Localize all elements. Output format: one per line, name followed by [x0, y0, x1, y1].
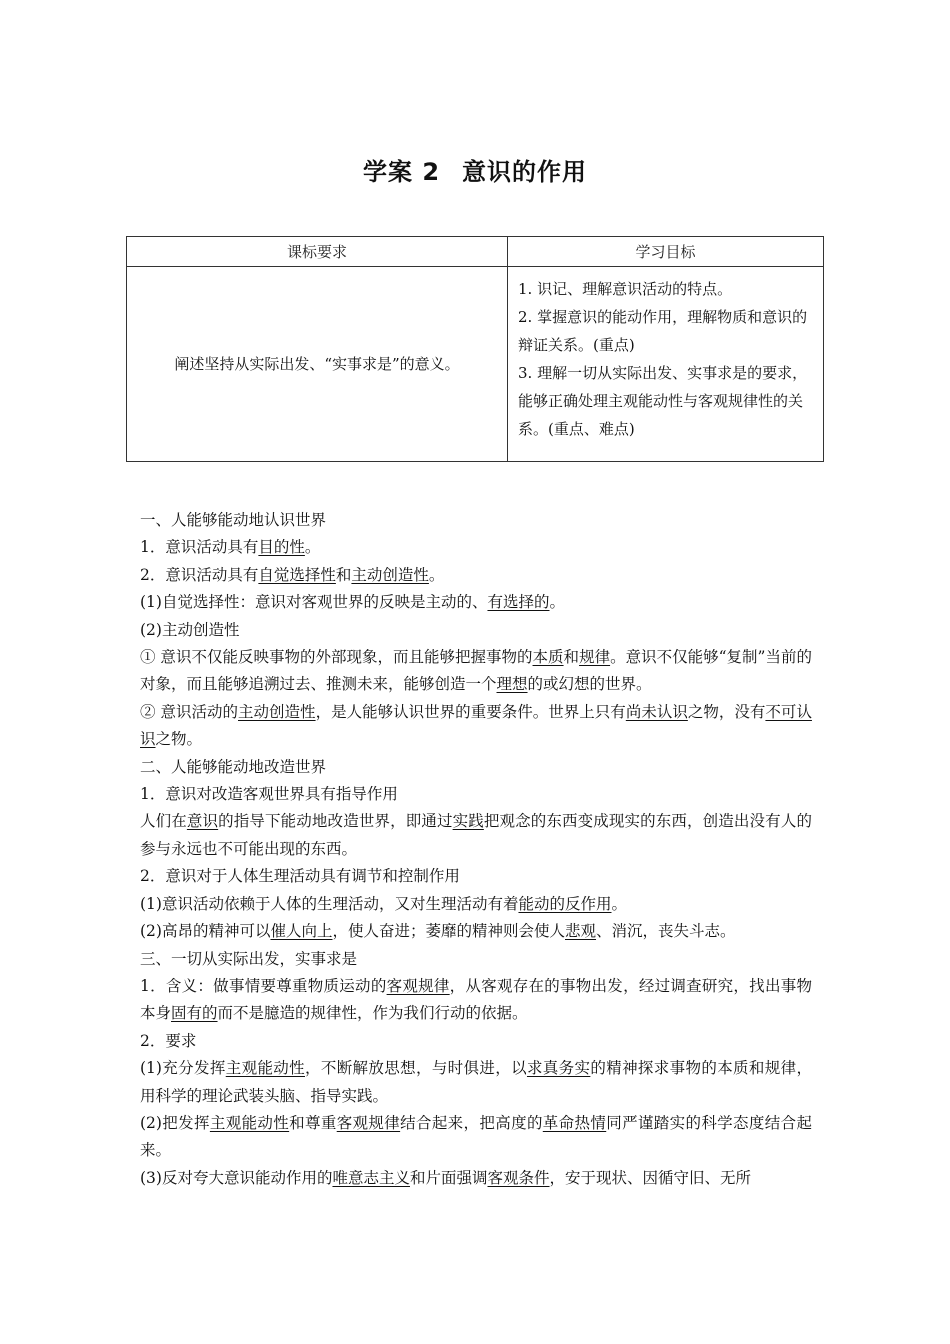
text-segment: 之物。	[155, 730, 203, 749]
text-segment: (3)反对夸大意识能动作用的	[140, 1168, 333, 1187]
content-line	[140, 973, 812, 1028]
underlined-answer: 主动创造性	[238, 702, 316, 721]
goal-item: 1. 识记、理解意识活动的特点。	[518, 280, 733, 298]
content-line	[140, 918, 812, 945]
content-line	[140, 1165, 812, 1192]
underlined-answer: 主观能动性	[225, 1059, 305, 1078]
text-segment: 、消沉，丧失斗志。	[596, 922, 736, 941]
text-segment: 2．要求	[140, 1031, 197, 1050]
content-line	[140, 699, 812, 754]
content-line	[140, 617, 812, 644]
text-segment: 二、人能够能动地改造世界	[140, 757, 327, 776]
underlined-answer: 实践	[452, 812, 484, 831]
goal-item: 2. 掌握意识的能动作用，理解物质和意识的辩证关系。(重点)	[518, 308, 808, 354]
requirements-table	[126, 236, 824, 462]
text-segment: ① 意识不仅能反映事物的外部现象，而且能够把握事物的	[140, 648, 533, 667]
underlined-answer: 革命热情	[542, 1113, 607, 1132]
text-segment: 2．意识活动具有	[140, 565, 259, 584]
text-segment: 和	[563, 648, 580, 667]
text-segment: 。	[549, 593, 565, 612]
text-segment: (2)主动创造性	[140, 620, 240, 639]
text-segment: 同严谨踏实的科学态度结合起来。	[140, 1113, 812, 1160]
content-line	[140, 863, 812, 890]
underlined-answer: 规律	[579, 648, 611, 667]
table-header-standard: 课标要求	[127, 237, 508, 267]
text-segment: 人们在	[140, 812, 187, 831]
text-segment: (1)意识活动依赖于人体的生理活动，又对生理活动有着	[140, 894, 519, 913]
text-segment: (2)把发挥	[140, 1113, 210, 1132]
content-line	[140, 891, 812, 918]
text-segment: 。意识不仅能够“复制”当前的对象，而且能够追溯过去、推测未来，能够创造一个	[140, 648, 812, 694]
text-segment: 。	[611, 894, 627, 913]
text-segment: 之物，没有	[687, 702, 766, 721]
content-line	[140, 507, 812, 534]
underlined-answer: 尚未认识	[625, 702, 688, 721]
underlined-answer: 主观能动性	[209, 1113, 290, 1132]
study-content	[140, 507, 812, 1192]
text-segment: 。	[304, 538, 321, 557]
content-line	[140, 754, 812, 781]
text-segment: 把观念的东西变成现实的东西，创造出没有人的参与永远也不可能出现的东西。	[140, 812, 812, 858]
underlined-answer: 能动的反作用	[518, 894, 612, 913]
goal-item: 3. 理解一切从实际出发、实事求是的要求，能够正确处理主观能动性与客观规律性的关系。(重点、难点)	[518, 364, 808, 438]
content-line	[140, 589, 812, 616]
content-line	[140, 1055, 812, 1110]
content-line	[140, 644, 812, 699]
underlined-answer: 客观条件	[487, 1168, 550, 1187]
page-title	[0, 152, 950, 187]
text-segment: (1)充分发挥	[140, 1059, 226, 1078]
content-line	[140, 1028, 812, 1055]
underlined-answer: 意识	[186, 812, 219, 831]
text-segment: 三、一切从实际出发，实事求是	[140, 949, 358, 968]
underlined-answer: 理想	[496, 675, 528, 694]
underlined-answer: 有选择的	[487, 593, 550, 612]
underlined-answer: 客观规律	[386, 976, 450, 995]
text-segment: 1．意识对改造客观世界具有指导作用	[140, 785, 398, 804]
underlined-answer: 催人向上	[270, 922, 333, 941]
title-main: 意识的作用	[462, 158, 588, 186]
underlined-answer: 自觉选择性	[258, 565, 336, 584]
content-line	[140, 781, 812, 808]
text-segment: 一、人能够能动地认识世界	[140, 511, 327, 529]
underlined-answer: 求真务实	[526, 1059, 591, 1078]
text-segment: 和片面强调	[409, 1168, 488, 1187]
text-segment: ，从客观存在的事物出发，经过调查研究，找出事物本身	[140, 976, 812, 1023]
text-segment: 结合起来，把高度的	[400, 1113, 543, 1132]
text-segment: 的指导下能动地改造世界，即通过	[218, 812, 453, 831]
underlined-answer: 主动创造性	[351, 565, 429, 584]
text-segment: 的精神探求事物的本质和规律，用科学的理论武装头脑、指导实践。	[140, 1059, 812, 1105]
content-line	[140, 946, 812, 973]
text-segment: (2)高昂的精神可以	[140, 922, 271, 941]
underlined-answer: 客观规律	[336, 1113, 401, 1132]
underlined-answer: 悲观	[565, 922, 597, 941]
text-segment: 1．意识活动具有	[140, 538, 259, 557]
text-segment: (1)自觉选择性：意识对客观世界的反映是主动的、	[140, 593, 488, 612]
text-segment: ，是人能够认识世界的重要条件。世界上只有	[315, 702, 626, 721]
table-header-goals: 学习目标	[508, 237, 824, 267]
title-prefix: 学案 2	[362, 158, 441, 186]
underlined-answer: 不可认识	[140, 702, 812, 749]
text-segment: 和尊重	[289, 1113, 337, 1132]
content-line	[140, 1110, 812, 1165]
text-segment: 而不是臆造的规律性，作为我们行动的依据。	[217, 1004, 528, 1023]
text-segment: ，安于现状、因循守旧、无所	[549, 1168, 752, 1187]
text-segment: 1．含义：做事情要尊重物质运动的	[140, 976, 387, 995]
text-segment: ② 意识活动的	[140, 702, 239, 721]
underlined-answer: 本质	[532, 648, 564, 667]
content-line	[140, 808, 812, 863]
content-line	[140, 562, 812, 589]
underlined-answer: 唯意志主义	[332, 1168, 410, 1187]
text-segment: 的或幻想的世界。	[527, 675, 652, 694]
content-line	[140, 534, 812, 561]
text-segment: 。	[428, 565, 445, 584]
text-segment: ，不断解放思想，与时俱进，以	[305, 1059, 527, 1078]
text-segment: 和	[335, 565, 352, 584]
text-segment: 2．意识对于人体生理活动具有调节和控制作用	[140, 867, 460, 886]
underlined-answer: 目的性	[258, 538, 305, 557]
underlined-answer: 固有的	[171, 1004, 218, 1023]
text-segment: ，使人奋进；萎靡的精神则会使人	[332, 922, 565, 941]
requirement-cell: 阐述坚持从实际出发、“实事求是”的意义。	[127, 267, 508, 462]
goals-cell	[508, 267, 824, 462]
